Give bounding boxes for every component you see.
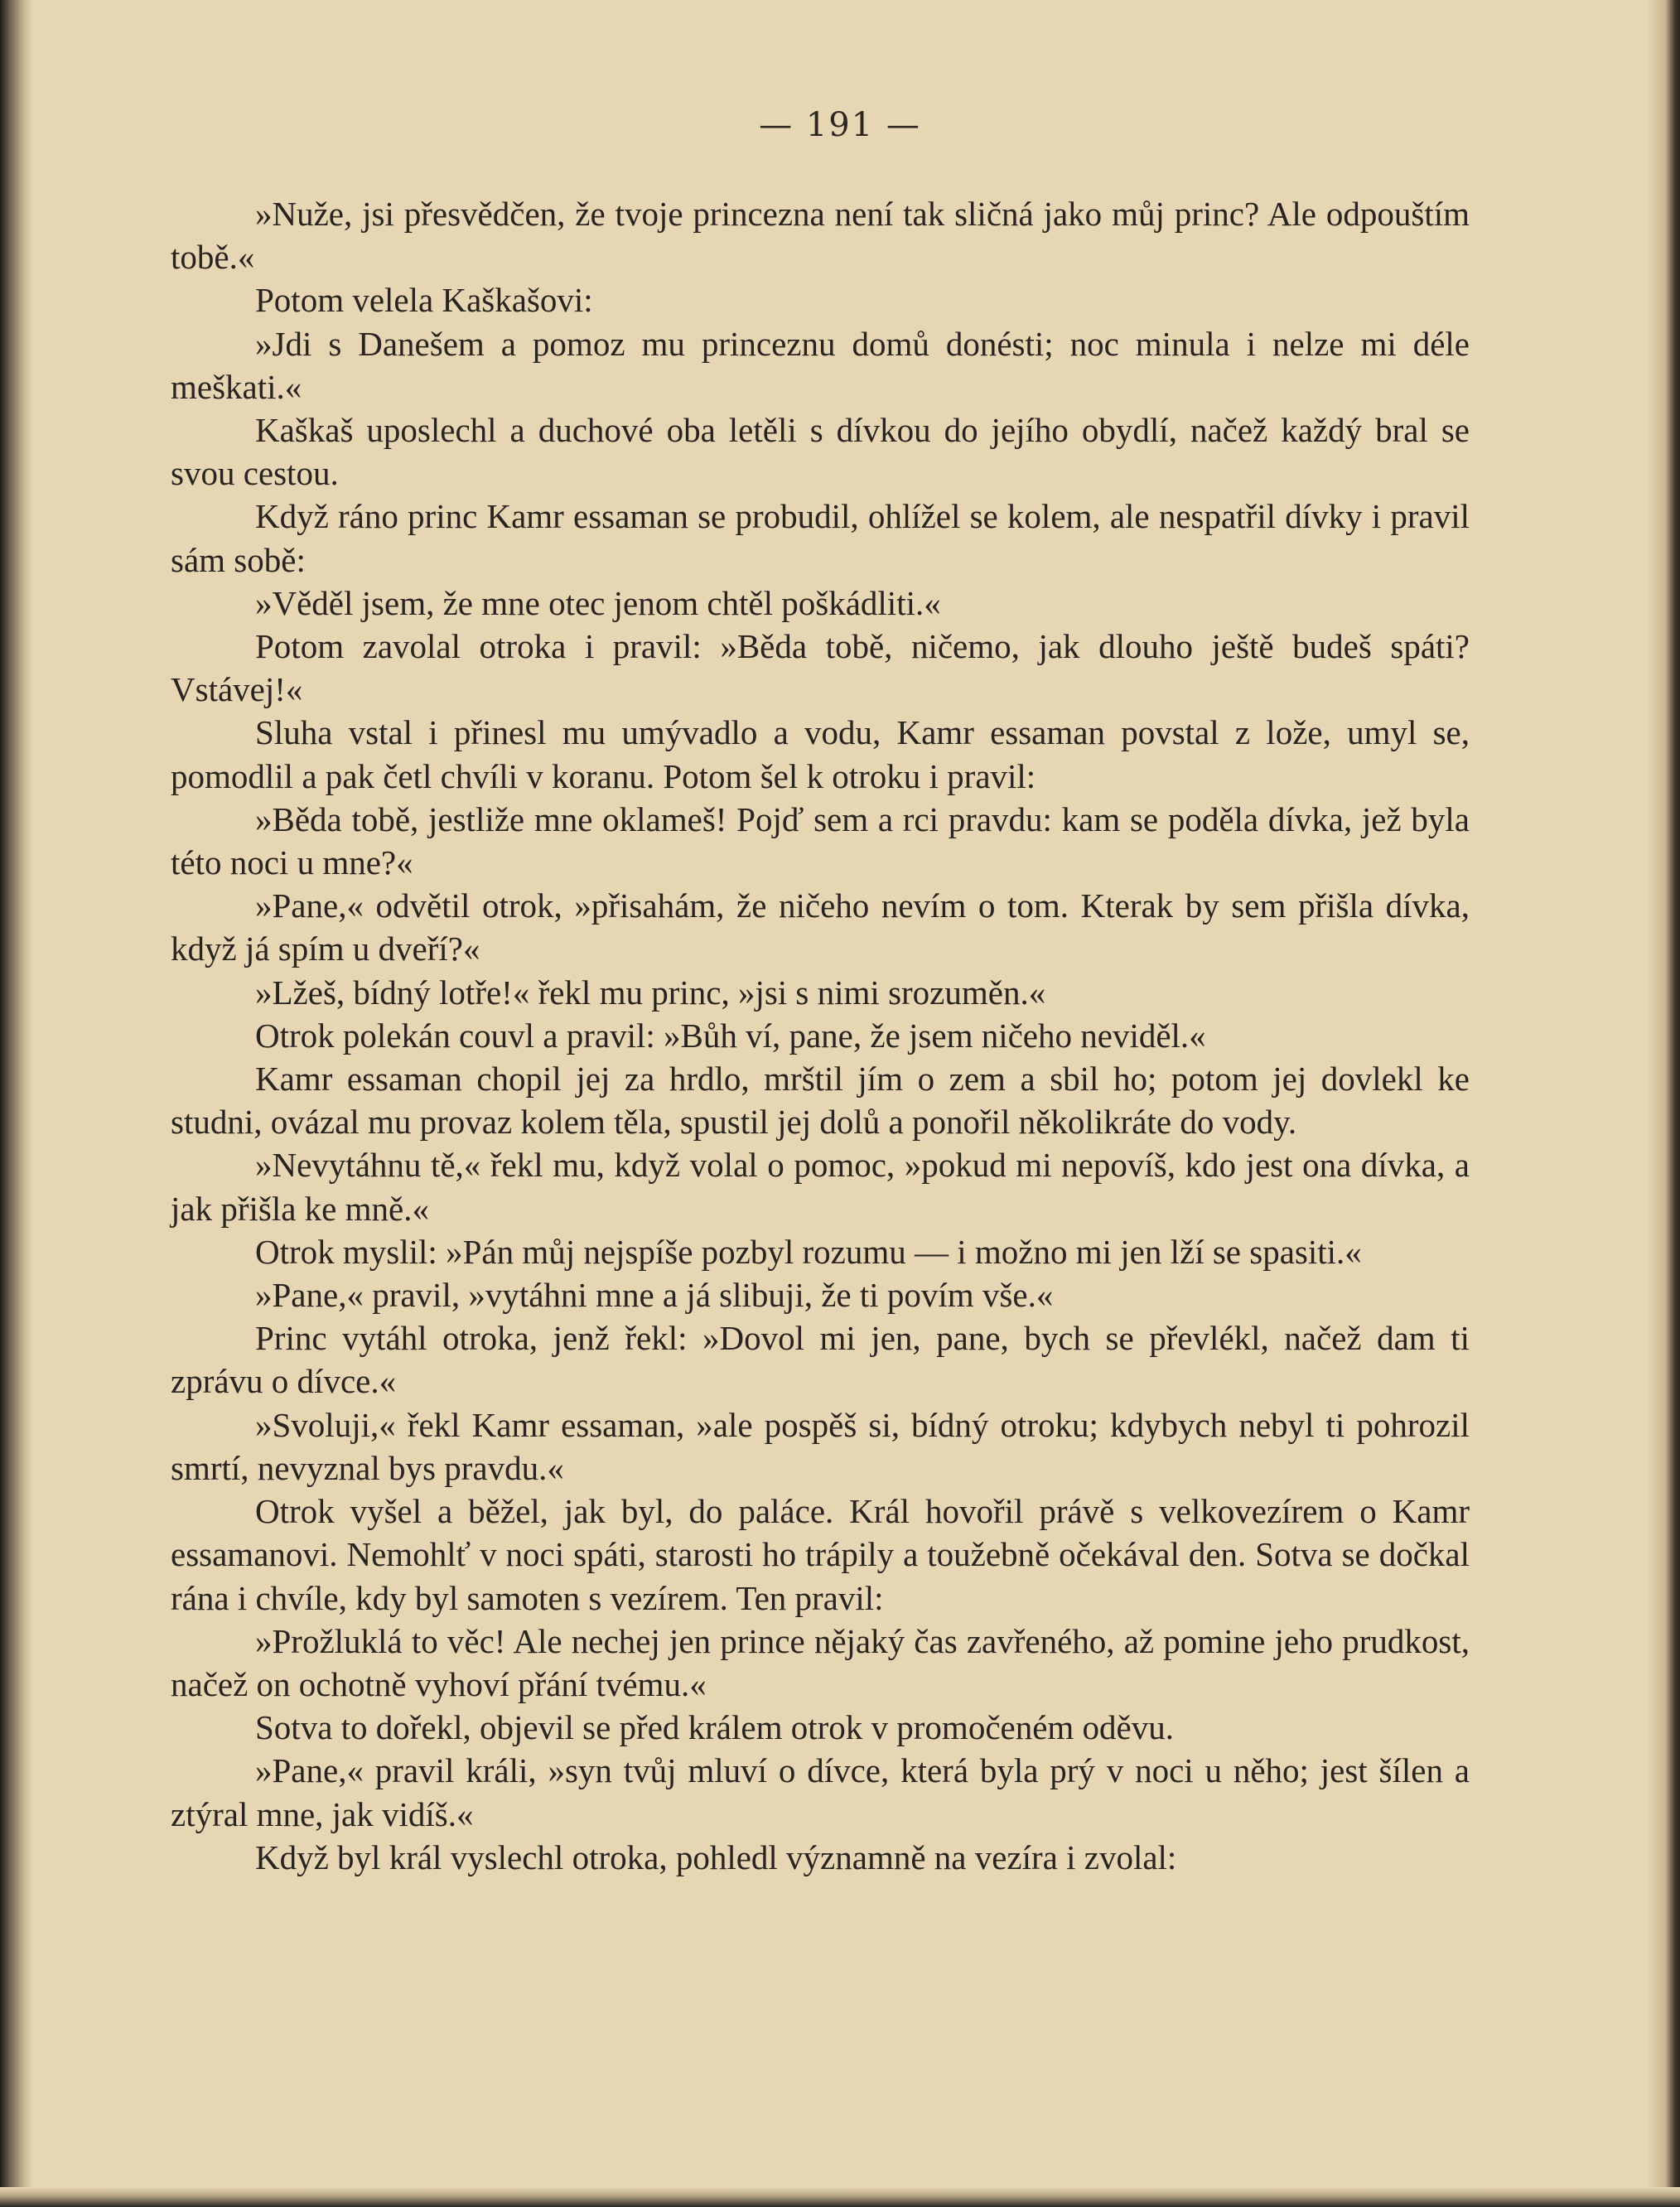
page-number: — 191 — (759, 106, 921, 144)
paragraph: »Prožluklá to věc! Ale nechej jen prince nějaký čas zavřeného, až pomine jeho prudkost, načež on ochotně vyhoví přání tvému.« (171, 1621, 1470, 1703)
paragraph: Otrok vyšel a běžel, jak byl, do paláce. Král hovořil právě s velkovezírem o Kamr essamanovi. Nemohlť v noci spáti, starosti ho trápily a toužebně očekával den. Sotva se dočkal rána i chvíle, kdy byl samoten s vezírem. Ten pravil: (171, 1492, 1470, 1617)
paragraph: »Nevytáhnu tě,« řekl mu, když volal o pomoc, »pokud mi nepovíš, kdo jest ona dívka, a jak přišla ke mně.« (171, 1146, 1470, 1228)
paragraph: »Běda tobě, jestliže mne oklameš! Pojď sem a rci pravdu: kam se poděla dívka, jež byla této noci u mne?« (171, 799, 1470, 882)
paragraph: Sluha vstal i přinesl mu umývadlo a vodu, Kamr essaman povstal z lože, umyl se, pomodlil a pak četl chvíli v koranu. Potom šel k otroku i pravil: (171, 713, 1470, 795)
paragraph: Když byl král vyslechl otroka, pohledl významně na vezíra i zvolal: (255, 1838, 1177, 1876)
paragraph: »Pane,« pravil, »vytáhni mne a já slibuji, že ti povím vše.« (255, 1276, 1054, 1315)
body-text (171, 192, 1470, 1879)
page-edge-bottom (0, 2187, 1680, 2207)
paragraph: »Nuže, jsi přesvědčen, že tvoje princezna není tak sličná jako můj princ? Ale odpouštím tobě.« (171, 195, 1470, 277)
paragraph: »Lžeš, bídný lotře!« řekl mu princ, »jsi s nimi srozuměn.« (255, 973, 1046, 1012)
paragraph: »Jdi s Danešem a pomoz mu princeznu domů donésti; noc minula i nelze mi déle meškati.« (171, 324, 1470, 406)
page-edge-right (1647, 0, 1680, 2207)
paragraph: »Věděl jsem, že mne otec jenom chtěl poškádliti.« (255, 583, 941, 622)
paragraph: »Pane,« pravil králi, »syn tvůj mluví o dívce, která byla prý v noci u něho; jest šílen a ztýral mne, jak vidíš.« (171, 1751, 1470, 1833)
paragraph: Kamr essaman chopil jej za hrdlo, mrštil jím o zem a sbil ho; potom jej dovlekl ke studni, ovázal mu provaz kolem těla, spustil jej dolů a ponořil několikráte do vody. (171, 1060, 1470, 1142)
paragraph: »Svoluji,« řekl Kamr essaman, »ale pospěš si, bídný otroku; kdybych nebyl ti pohrozil smrtí, nevyznal bys pravdu.« (171, 1405, 1470, 1487)
paragraph: Potom velela Kaškašovi: (255, 281, 593, 320)
paragraph: Otrok myslil: »Pán můj nejspíše pozbyl rozumu — i možno mi jen lží se spasiti.« (255, 1232, 1362, 1271)
paragraph: Otrok polekán couvl a pravil: »Bůh ví, pane, že jsem ničeho neviděl.« (255, 1016, 1206, 1055)
paragraph: Kaškaš uposlechl a duchové oba letěli s dívkou do jejího obydlí, načež každý bral se svou cestou. (171, 411, 1470, 493)
paragraph: Potom zavolal otroka i pravil: »Běda tobě, ničemo, jak dlouho ještě budeš spáti? Vstávej!« (171, 627, 1470, 709)
paragraph: »Pane,« odvětil otrok, »přisahám, že ničeho nevím o tom. Kterak by sem přišla dívka, když já spím u dveří?« (171, 886, 1470, 968)
paragraph: Když ráno princ Kamr essaman se probudil, ohlížel se kolem, ale nespatřil dívky i pravil sám sobě: (171, 497, 1470, 579)
paragraph: Princ vytáhl otroka, jenž řekl: »Dovol mi jen, pane, bych se převlékl, načež dam ti zprávu o dívce.« (171, 1319, 1470, 1401)
binding-shadow (0, 0, 33, 2207)
paragraph: Sotva to dořekl, objevil se před králem otrok v promočeném oděvu. (255, 1708, 1175, 1747)
